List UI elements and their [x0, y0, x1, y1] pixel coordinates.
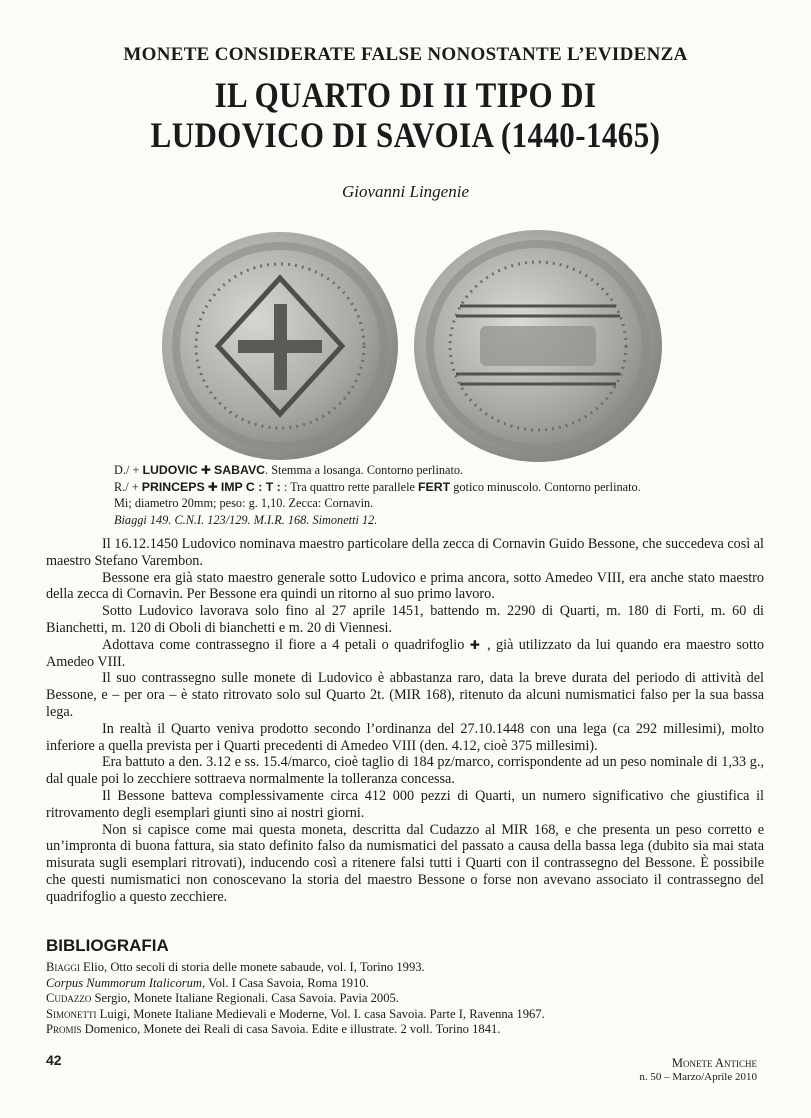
quatrefoil-cross-icon: ✚: [469, 637, 482, 652]
bibliography-heading: BIBLIOGRAFIA: [46, 936, 169, 955]
bibliography-entry: Promis Domenico, Monete dei Reali di casa Savoia. Edite e illustrate. 2 voll. Torino 1841.: [46, 1022, 501, 1037]
reverse-legend-b: IMP C : T :: [220, 479, 281, 494]
article-title-line-1: IL QUARTO DI II TIPO DI: [214, 75, 597, 115]
bibliography-entry: Simonetti Luigi, Monete Italiane Medievali e Moderne, Vol. I. casa Savoia. Parte I, Ravenna 1967.: [46, 1006, 545, 1021]
body-paragraph: Adottava come contrassegno il fiore a 4 petali o quadrifoglio ✚ , già utilizzato da lui quando era maestro sotto Amedeo VIII.: [46, 636, 764, 670]
coin-photographs: [150, 228, 670, 464]
body-paragraph: In realtà il Quarto veniva prodotto secondo l’ordinanza del 27.10.1448 con una lega (ca 292 millesimi), molto inferiore a quella prevista per i Quarti precedenti di Amedeo VIII (den. 4.12, cioè 375 millesimi).: [46, 720, 764, 754]
magazine-issue: n. 50 – Marzo/Aprile 2010: [639, 1071, 757, 1083]
body-paragraph: Il suo contrassegno sulle monete di Ludovico è abbastanza raro, data la breve durata del periodo di attività del Bessone, e – per ora – è stato ritrovato solo sul Quarto 2t. (MIR 168), ritenuto da alcuni numismatici falso per la sua bassa lega.: [46, 670, 764, 720]
article-author: Giovanni Lingenie: [341, 182, 469, 201]
obverse-legend-a: LUDOVIC: [142, 463, 198, 477]
article-title-line-2: LUDOVICO DI SAVOIA (1440-1465): [150, 115, 661, 155]
quatrefoil-cross-icon: ✚: [207, 479, 218, 494]
obverse-legend-b: SABAVC: [214, 463, 266, 477]
body-paragraph: Sotto Ludovico lavorava solo fino al 27 aprile 1451, battendo m. 2290 di Quarti, m. 180 di Forti, m. 60 di Bianchetti, m. 120 di Oboli di bianchetti e m. 20 di Viennesi.: [46, 603, 764, 636]
body-paragraph: Il Bessone batteva complessivamente circa 412 000 pezzi di Quarti, un numero significativo che giustifica il ritrovamento degli esemplari giunti sino ai nostri giorni.: [46, 787, 764, 821]
bibliography-list: [46, 960, 766, 1038]
magazine-name: Monete Antiche: [671, 1056, 757, 1070]
bibliography-entry: Corpus Nummorum Italicorum, Vol. I Casa Savoia, Roma 1910.: [46, 975, 369, 990]
bibliography-entry: Cudazzo Sergio, Monete Italiane Regionali. Casa Savoia. Pavia 2005.: [46, 991, 399, 1006]
caption-specs: Mi; diametro 20mm; peso: g. 1,10. Zecca: Cornavin.: [114, 496, 374, 510]
article-body: [46, 536, 764, 906]
bibliography-entry: Biaggi Elio, Otto secoli di storia delle monete sabaude, vol. I, Torino 1993.: [46, 960, 425, 974]
reverse-legend-a: PRINCEPS: [141, 479, 205, 494]
body-paragraph: Era battuto a den. 3.12 e ss. 15.4/marco, cioè taglio di 184 pz/marco, corrispondente ad un peso nominale di 1,33 g., dal quale poi lo zecchiere sottraeva normalmente la tolleranza concessa.: [46, 754, 764, 788]
caption-references: Biaggi 149. C.N.I. 123/129. M.I.R. 168. Simonetti 12.: [114, 512, 378, 527]
magazine-footer: [639, 1056, 757, 1084]
body-paragraph: Bessone era già stato maestro generale sotto Ludovico e prima ancora, sotto Amedeo VIII, era anche stato maestro della zecca di Cornavin. Per Bessone era quindi un ritorno al suo primo lavoro.: [46, 569, 764, 603]
coin-obverse-image: [162, 232, 398, 460]
caption-obverse: D./ + LUDOVIC ✚ SABAVC. Stemma a losanga. Contorno perlinato.: [114, 463, 464, 477]
coin-caption: [114, 462, 734, 528]
quatrefoil-cross-icon: ✚: [200, 463, 211, 477]
caption-reverse: R./ + PRINCEPS ✚ IMP C : T : : Tra quattro rette parallele FERT gotico minuscolo. Contorno perlinato.: [114, 479, 641, 494]
body-paragraph: Il 16.12.1450 Ludovico nominava maestro particolare della zecca di Cornavin Guido Bessone, che succedeva così al maestro Stefano Varembon.: [46, 536, 764, 569]
body-paragraph: Non si capisce come mai questa moneta, descritta dal Cudazzo al MIR 168, e che presenta un peso corretto e un’impronta di buona fattura, sia stato definito falso da numismatici del passato a causa della bassa lega (dubito sia mai stata misurata sugli esemplari ritrovati), inducendo così a ritenere falsi tutti i Quarti con il contrassegno del Bessone. È possibile che questi numismatici non conoscevano la storia del maestro Bessone o forse non avevano associato il contrassegno del quadrifoglio a questo zecchiere.: [46, 821, 764, 905]
fert-legend: FERT: [418, 479, 451, 494]
coin-reverse-image: [414, 230, 662, 462]
page-number: 42: [46, 1052, 62, 1068]
article-kicker: MONETE CONSIDERATE FALSE NONOSTANTE L’EVIDENZA: [123, 44, 688, 65]
